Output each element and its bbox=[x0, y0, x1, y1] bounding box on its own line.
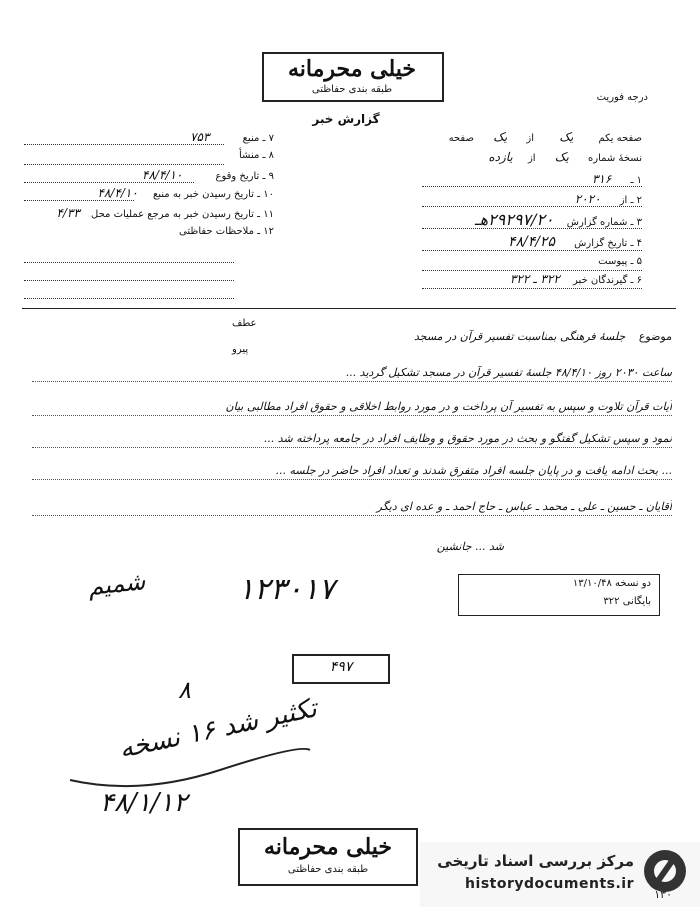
field-page-mid: از bbox=[526, 133, 535, 144]
body-line-2: آیات قرآن تلاوت و سپس به تفسیر آن پرداخت و در مورد روابط اخلاقی و حقوق افراد مطالبی بیان bbox=[32, 400, 672, 416]
body-line-4: ... بحث ادامه یافت و در پایان جلسه افراد متفرق شدند و تعداد افراد حاضر در جلسه ... bbox=[32, 464, 672, 480]
field-1-value: ۳۱۶ bbox=[591, 172, 612, 186]
archive-stamp bbox=[458, 574, 660, 616]
field-2-value: ۲۰۲۰ bbox=[574, 192, 601, 206]
field-12-label: ۱۲ ـ ملاحظات حفاظتی bbox=[179, 226, 274, 237]
subject-label: موضوع bbox=[638, 330, 672, 343]
report-title: گزارش خبر bbox=[312, 112, 380, 126]
footer-page-number: ۱۳۰ bbox=[654, 888, 672, 901]
number-box bbox=[292, 654, 390, 684]
field-copy-label: نسخهٔ شماره bbox=[588, 153, 642, 164]
field-2 bbox=[412, 192, 642, 206]
field-copy-value2: یازده bbox=[488, 150, 513, 164]
field-8-label: ۸ ـ منشأ bbox=[238, 150, 274, 161]
field-4-label: ۴ ـ تاریخ گزارش bbox=[574, 238, 642, 249]
field-6 bbox=[412, 272, 642, 286]
field-copy-value: یک bbox=[554, 150, 569, 164]
field-11 bbox=[20, 206, 274, 220]
field-10 bbox=[24, 186, 274, 200]
top-classification-stamp bbox=[262, 52, 444, 102]
signature-left: شمیم bbox=[86, 567, 147, 601]
field-7-value: ۷۵۳ bbox=[190, 130, 210, 144]
field-9-label: ۹ ـ تاریخ وقوع bbox=[215, 171, 274, 182]
field-6-label: ۶ ـ گیرندگان خبر bbox=[572, 275, 642, 286]
footer-banner bbox=[420, 842, 700, 907]
field-10-value: ۴۸/۴/۱۰ bbox=[97, 186, 138, 200]
body-line-3: نمود و سپس تشکیل گفتگو و بحث در مورد حقوق و وظایف افراد در جامعه پرداخته شد ... bbox=[32, 432, 672, 448]
big-number: ۱۲۳۰۱۷ bbox=[238, 572, 335, 607]
field-1-label: ۱ ـ bbox=[630, 175, 642, 186]
field-page-label: صفحه یکم bbox=[598, 133, 642, 144]
body-line-6: شد ... جانشین bbox=[436, 540, 504, 553]
field-4-value: ۴۸/۴/۲۵ bbox=[507, 234, 555, 250]
note-date: ۴۸/۱/۱۲ bbox=[100, 788, 188, 818]
body-line-1: ساعت ۲۰۳۰ روز ۴۸/۴/۱۰ جلسهٔ تفسیر قرآن در مسجد تشکیل گردید ... bbox=[32, 366, 672, 382]
note-text: تکثیر شد ۱۶ نسخه bbox=[116, 693, 320, 765]
field-12 bbox=[24, 226, 274, 237]
field-3-value: ۲۹۲۹۷/۲۰هـ bbox=[474, 210, 554, 229]
field-page-value: یک bbox=[559, 130, 574, 144]
field-5-label: ۵ ـ پیوست bbox=[598, 256, 642, 267]
field-page-value2: یک bbox=[493, 130, 508, 144]
field-page bbox=[412, 130, 642, 144]
number-box-value: ۴۹۷ bbox=[329, 659, 353, 675]
field-7-label: ۷ ـ منبع bbox=[242, 133, 274, 144]
body-line-5: آقایان ـ حسین ـ علی ـ محمد ـ عباس ـ حاج احمد ـ و عده ای دیگر bbox=[32, 500, 672, 516]
bottom-classification-stamp bbox=[238, 828, 418, 886]
footer-url[interactable]: historydocuments.ir bbox=[465, 876, 634, 892]
field-6-value: ۳۲۲ ـ ۳۲۲ bbox=[509, 272, 560, 286]
reference-peyro: پیرو bbox=[232, 344, 249, 355]
top-stamp-text: خیلی محرمانه bbox=[287, 56, 417, 82]
field-3 bbox=[402, 210, 642, 229]
note-stroke bbox=[60, 740, 320, 800]
urgency-label: درجه فوریت bbox=[596, 92, 648, 103]
archive-logo-icon bbox=[644, 850, 686, 892]
field-5 bbox=[412, 256, 642, 267]
field-page-tail: صفحه bbox=[448, 133, 474, 144]
field-copy-mid: از bbox=[527, 153, 536, 164]
note-number: ۸ bbox=[178, 676, 191, 704]
archive-stamp-line2: بایگانی ۳۲۲ bbox=[603, 596, 651, 607]
field-4 bbox=[412, 234, 642, 250]
field-9-value: ۴۸/۴/۱۰ bbox=[142, 168, 183, 182]
field-11-value: ۴/۳۳ bbox=[56, 206, 80, 220]
footer-org-name: مرکز بررسی اسناد تاریخی bbox=[437, 852, 634, 870]
field-1 bbox=[412, 172, 642, 186]
subject-line bbox=[252, 330, 672, 343]
header-separator bbox=[22, 308, 676, 309]
reference-atf: عطف bbox=[232, 318, 257, 329]
field-9 bbox=[24, 168, 274, 182]
subject-text: جلسهٔ فرهنگی بمناسبت تفسیر قرآن در مسجد bbox=[413, 330, 626, 343]
field-7 bbox=[24, 130, 274, 144]
bottom-stamp-subtext: طبقه بندی حفاظتی bbox=[287, 864, 369, 875]
archive-stamp-line1: دو نسخه ۱۳/۱۰/۴۸ bbox=[572, 578, 651, 589]
field-copy bbox=[412, 150, 642, 164]
field-3-label: ۳ ـ شماره گزارش bbox=[566, 217, 642, 228]
field-10-label: ۱۰ ـ تاریخ رسیدن خبر به منبع bbox=[152, 189, 274, 200]
field-2-label: ۲ ـ از bbox=[619, 195, 642, 206]
field-11-label: ۱۱ ـ تاریخ رسیدن خبر به مرجع عملیات محل bbox=[91, 209, 274, 220]
bottom-stamp-text: خیلی محرمانه bbox=[263, 834, 393, 860]
field-8 bbox=[24, 150, 274, 161]
top-stamp-subtext: طبقه بندی حفاظتی bbox=[311, 84, 393, 95]
